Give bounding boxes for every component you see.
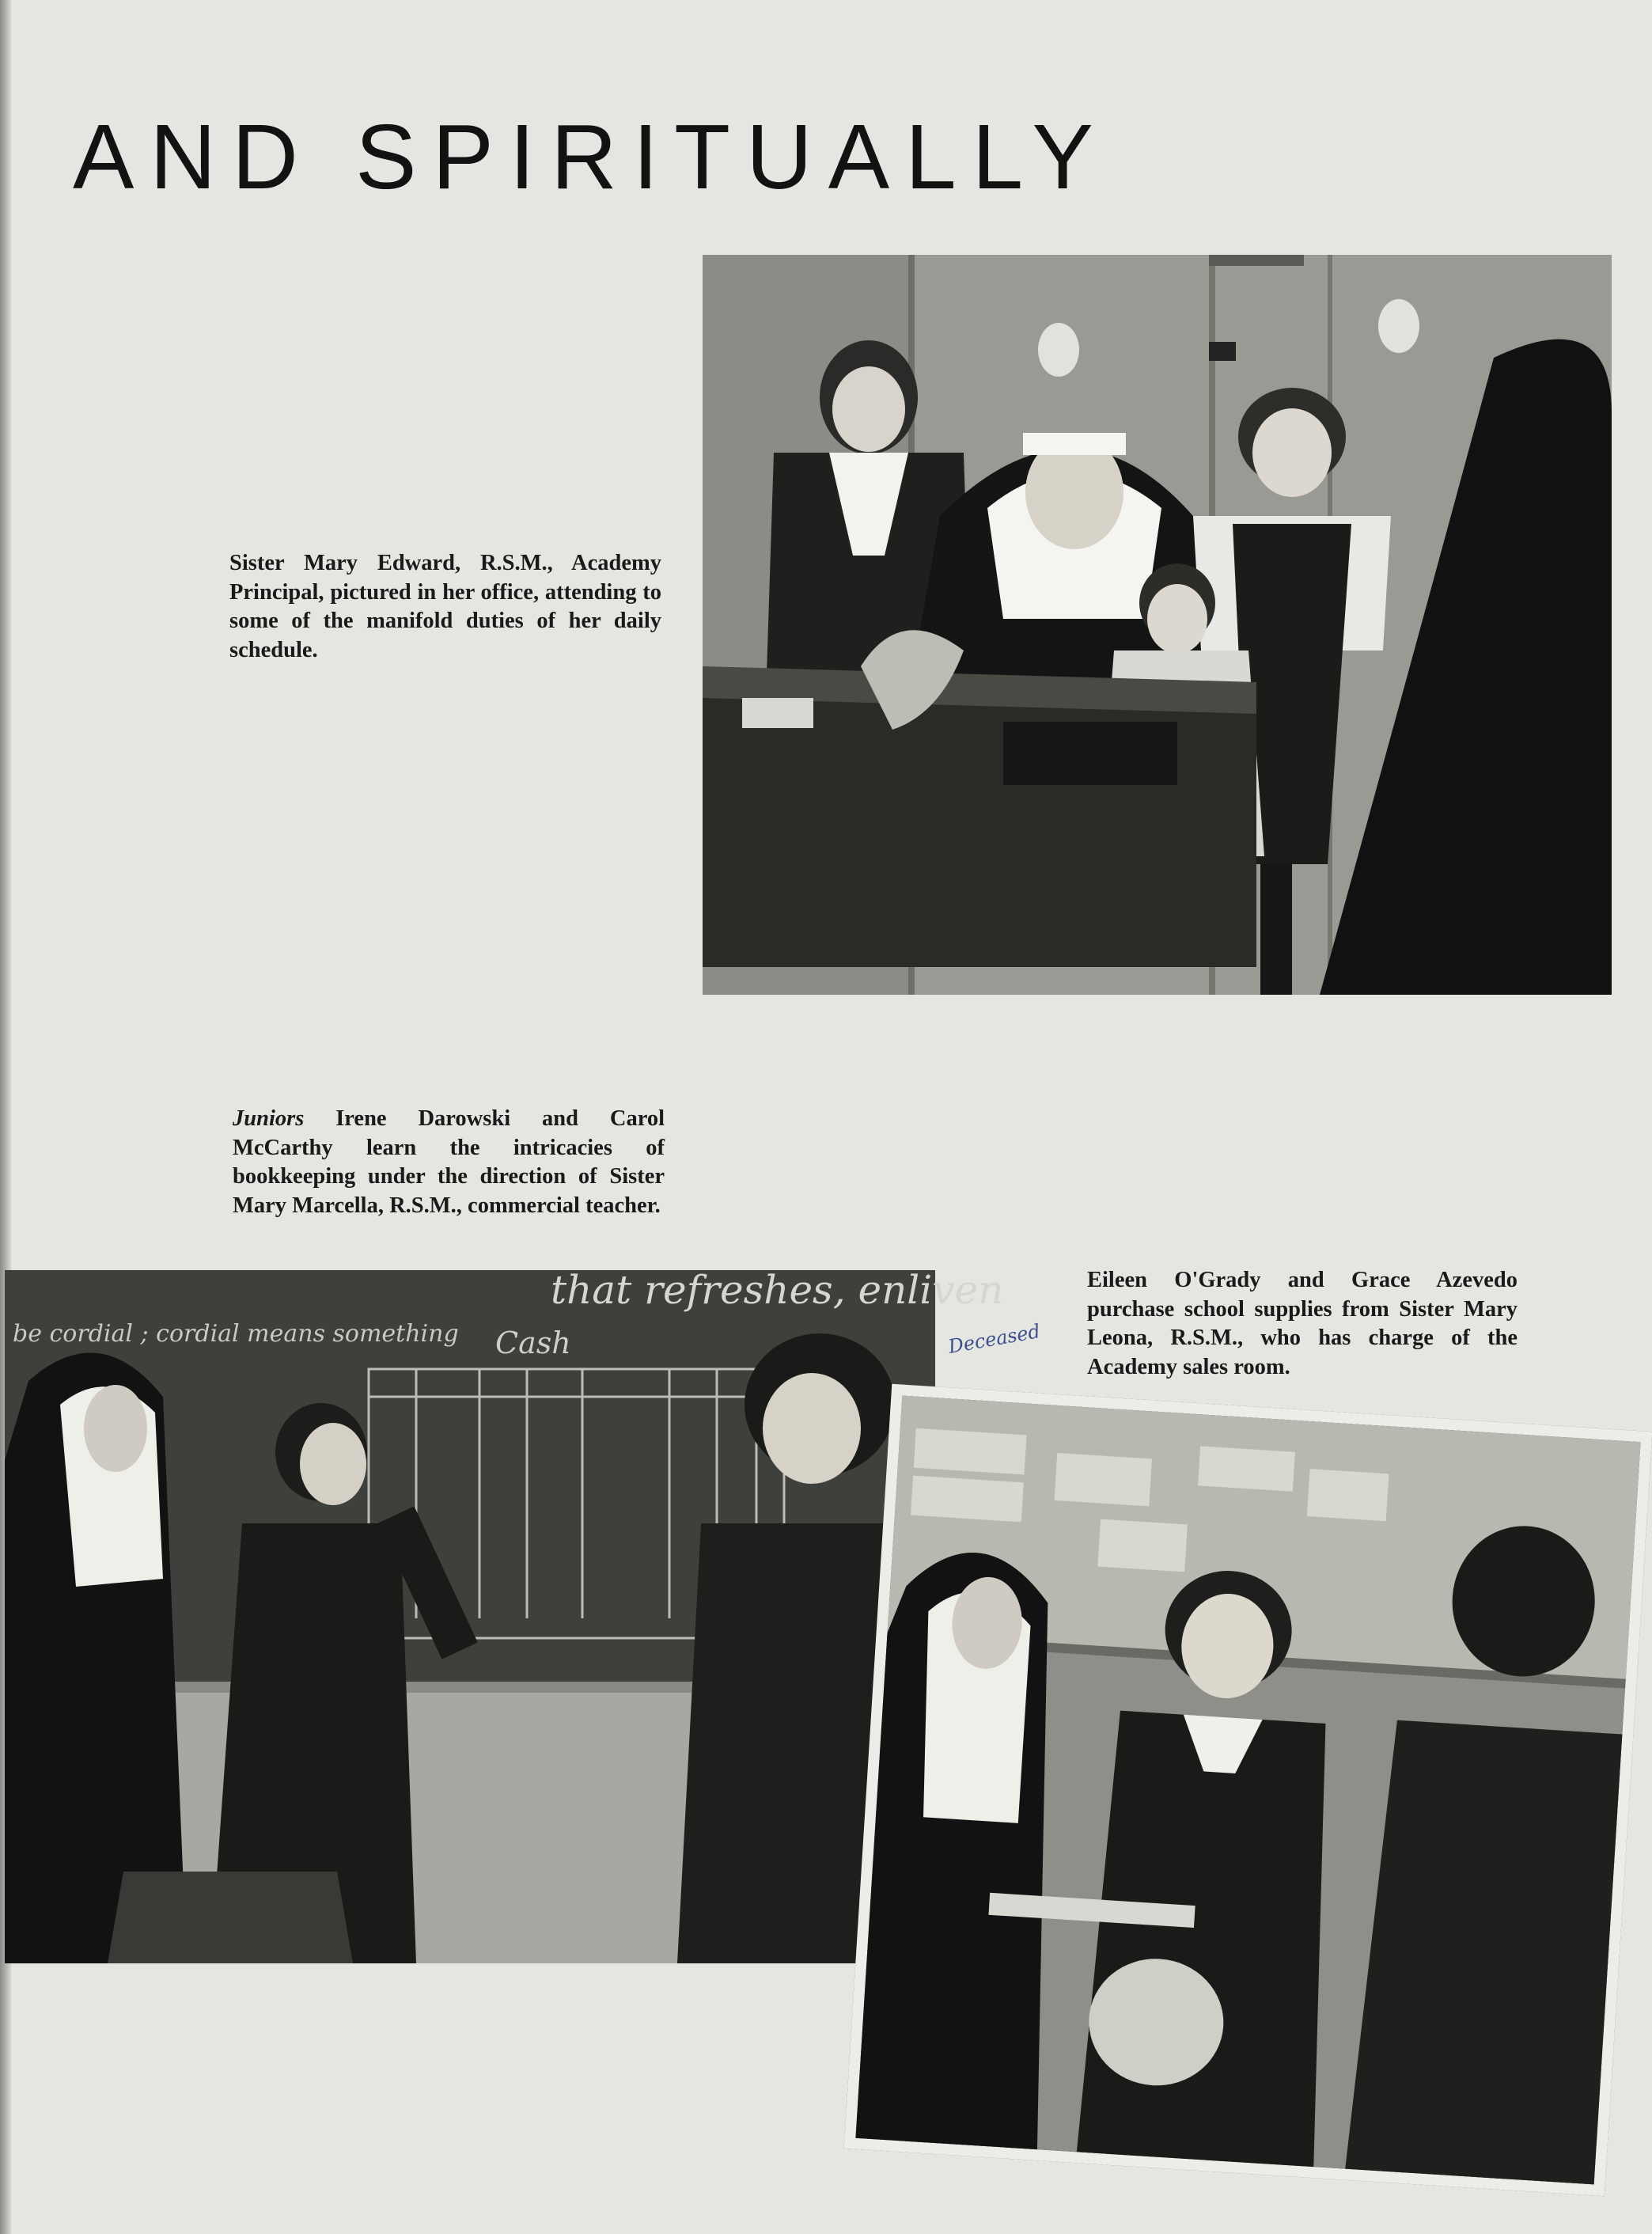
sales-room-illustration (855, 1396, 1640, 2185)
bookkeeping-caption (233, 1105, 665, 1220)
sales-room-caption: Eileen O'Grady and Grace Azevedo purchase school supplies from Sister Mary Leona, R.S.M., who has charge of the Academy sales room. (1087, 1268, 1517, 1379)
page-heading: AND SPIRITUALLY (73, 105, 1109, 208)
bookkeeping-caption-lead: Juniors (233, 1106, 305, 1131)
principal-office-photo (703, 255, 1612, 995)
chalkboard-text-left: be cordial ; cordial means something (13, 1320, 459, 1348)
principal-office-illustration (703, 255, 1612, 995)
sales-room-photo (844, 1384, 1652, 2197)
principal-office-caption: Sister Mary Edward, R.S.M., Academy Principal, pictured in her office, attending to some of the manifold duties of her daily schedule. (229, 551, 661, 662)
bookkeeping-caption-body: Irene Darowski and Carol McCarthy learn the intricacies of bookkeeping under the direction of Sister Mary Marcella, R.S.M., commercial teacher. (233, 1106, 665, 1218)
chalkboard-text-right: that refreshes, enliven (551, 1267, 1004, 1313)
handwritten-note: Deceased (946, 1320, 1042, 1358)
chalkboard-ledger-title: Cash (495, 1326, 571, 1360)
